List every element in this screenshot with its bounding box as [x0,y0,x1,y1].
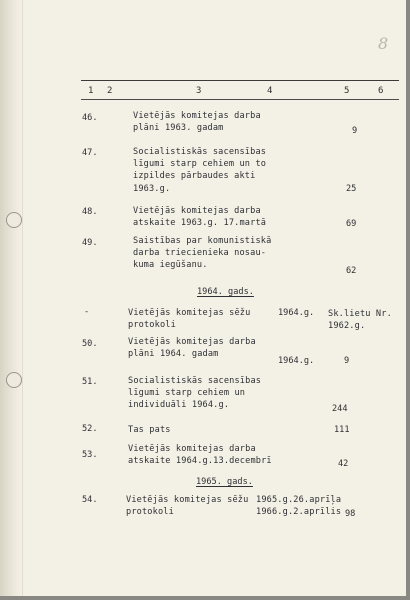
row-sheets: 42 [338,459,349,469]
row-number: 53. [82,450,98,460]
column-header-3: 3 [196,86,202,96]
row-title: Vietējās komitejas sēžu protokoli [128,308,251,331]
row-number: 51. [82,377,98,387]
column-header-6: 6 [378,86,384,96]
page-number: 8 [378,34,389,53]
row-reference: Sk.lietu Nr. 1962.g. [328,309,392,332]
row-number: - [84,307,90,317]
row-sheets: 98 [345,509,356,519]
table-header-rule [81,80,399,81]
row-number: 50. [82,339,98,349]
row-sheets: 69 [346,219,357,229]
section-heading-1964: 1964. gads. [197,287,254,297]
binder-hole [6,372,22,388]
row-number: 47. [82,148,98,158]
row-title: Vietējās komitejas darba atskaite 1963.g. 17.martā [133,206,267,229]
page-edge-bottom [0,596,410,600]
row-sheets: 62 [346,266,357,276]
row-title: Socialistiskās sacensības līgumi starp cehiem un individuāli 1964.g. [128,376,262,411]
row-date: 1965.g.26.aprīļa 1966.g.2.aprīlis [256,495,342,518]
row-sheets: 9 [344,356,350,366]
row-number: 52. [82,424,98,434]
row-number: 49. [82,238,98,248]
row-title: Vietējās komitejas darba plāni 1964. gadam [128,337,256,360]
row-number: 48. [82,207,98,217]
page-edge-right [406,0,410,600]
column-header-4: 4 [267,86,273,96]
row-sheets: 111 [334,425,350,435]
row-date: 1964.g. [278,356,315,366]
section-heading-1965: 1965. gads. [196,477,253,487]
row-title: Saistības par komunistiskā darba triecienieka nosau- kuma iegūšanu. [133,236,272,271]
row-date: 1964.g. [278,308,315,318]
row-number: 54. [82,495,98,505]
column-header-1: 1 [88,86,94,96]
column-header-5: 5 [344,86,350,96]
row-title: Tas pats [128,425,171,435]
table-header-rule [81,99,399,100]
row-sheets: 244 [332,404,348,414]
row-title: Vietējās komitejas darba atskaite 1964.g.13.decembrī [128,444,272,467]
row-sheets: 9 [352,126,358,136]
row-title: Vietējās komitejas sēžu protokoli [126,495,249,518]
row-title: Socialistiskās sacensības līgumi starp cehiem un to izpildes pārbaudes akti 1963.g. [133,147,267,194]
binding-strip [0,0,23,600]
row-number: 46. [82,113,98,123]
row-title: Vietējās komitejas darba plāni 1963. gadam [133,111,261,134]
row-sheets: 25 [346,184,357,194]
column-header-2: 2 [107,86,113,96]
binder-hole [6,212,22,228]
